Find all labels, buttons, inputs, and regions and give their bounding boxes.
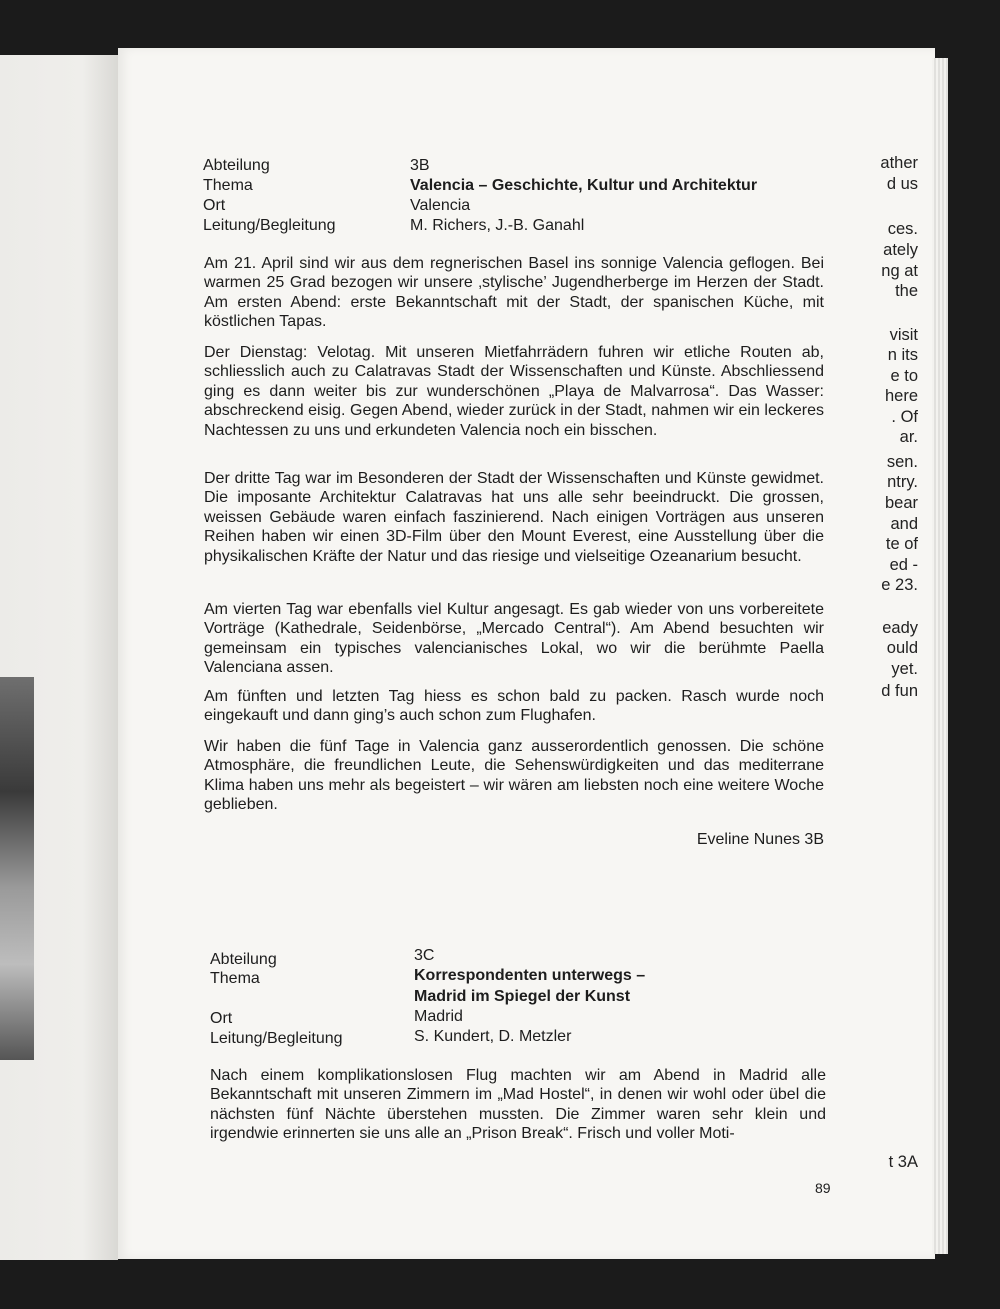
article-title: Madrid im Spiegel der Kunst	[414, 988, 631, 1005]
article-paragraph: Am vierten Tag war ebenfalls viel Kultur angesagt. Es gab wieder von uns vorbereitete Vorträge (Kathedrale, Seidenbörse, „Mercado Central“). Am Abend besuchten wir gemeinsam ein typisches valencianisches Lokal, wo wir die berühmte Paella Valenciana assen.	[204, 601, 824, 677]
left-line: ould	[886, 639, 918, 657]
article-paragraph: Der Dienstag: Velotag. Mit unseren Mietfahrrädern fuhren wir etliche Routen ab, schliesslich auch zu Calatravas Stadt der Wissenschaften und Künste. Abschliessend ging es dann weiter bis zur wunderschönen „Playa de Malvarrosa“. Das Wasser: abschreckend eisig. Gegen Abend, wieder zurück in der Stadt, nahmen wir ein leckeres Nachtessen zu uns und erkundeten Valencia noch ein bisschen.	[204, 344, 824, 439]
article-meta	[210, 947, 830, 1050]
left-line: the	[895, 282, 918, 300]
article-paragraph: Nach einem komplikationslosen Flug machten wir am Abend in Madrid alle Bekanntschaft mit unseren Zimmern im „Mad Hostel“, in denen wir wohl oder übel die nächsten fünf Nächte überstehen mussten. Die Zimmer waren sehr klein und irgendwie erinnerten sie uns alle an „Prison Break“. Frisch und voller Moti-	[210, 1067, 826, 1143]
left-line: ng at	[881, 262, 918, 280]
meta-key: Leitung/Begleitung	[203, 217, 336, 234]
meta-key: Ort	[210, 1010, 233, 1027]
meta-value: 3B	[410, 157, 430, 174]
left-line: and	[890, 515, 918, 533]
article-title: Valencia – Geschichte, Kultur und Architektur	[410, 177, 758, 194]
meta-value: Madrid	[414, 1008, 463, 1025]
left-line: visit	[889, 326, 918, 344]
meta-key: Thema	[210, 970, 260, 987]
left-line: e 23.	[881, 576, 918, 594]
left-line: . Of	[891, 408, 918, 426]
article-paragraph: Der dritte Tag war im Besonderen der Stadt der Wissenschaften und Künste gewidmet. Die imposante Architektur Calatravas hat uns alle sehr beeindruckt. Die grossen, weissen Gebäude waren einfach faszinierend. Nach einigen Vorträgen aus unseren Reihen haben wir einen 3D-Film über den Mount Everest, eine Ausstellung über die physikalischen Kräfte der Natur und das riesige und vielseitige Ozeanarium besucht.	[204, 470, 824, 565]
article-paragraph: Am 21. April sind wir aus dem regnerischen Basel ins sonnige Valencia geflogen. Bei warmen 25 Grad bezogen wir unsere ‚stylische’ Jugendherberge im Herzen der Stadt. Am ersten Abend: erste Bekanntschaft mit der Stadt, der spanischen Küche, mit köstlichen Tapas.	[204, 255, 824, 331]
left-line: bear	[884, 494, 918, 512]
author-signature: Eveline Nunes 3B	[696, 831, 824, 848]
meta-key: Abteilung	[203, 157, 270, 174]
left-line: n its	[887, 346, 918, 364]
left-line: eady	[882, 619, 918, 637]
left-page-caption: t 3A	[888, 1153, 918, 1171]
left-line: te of	[885, 535, 918, 553]
article-paragraph: Wir haben die fünf Tage in Valencia ganz ausserordentlich genossen. Die schöne Atmosphäre, die freundlichen Leute, die Sehenswürdigkeiten und das mediterrane Klima haben uns mehr als begeistert – wir wären am liebsten noch eine weitere Woche geblieben.	[204, 738, 824, 814]
meta-key: Ort	[203, 197, 226, 214]
left-line: d fun	[881, 682, 918, 700]
left-line: ed -	[889, 556, 918, 574]
meta-key: Abteilung	[210, 951, 277, 968]
left-line: ather	[880, 154, 918, 172]
meta-key: Thema	[203, 177, 253, 194]
page-number: 89	[815, 1180, 831, 1196]
left-line: here	[884, 387, 918, 405]
left-line: sen.	[886, 453, 918, 471]
left-line: ately	[883, 241, 918, 259]
meta-value: Valencia	[410, 197, 471, 214]
article-meta	[203, 156, 823, 238]
left-line: d us	[886, 175, 918, 193]
meta-value: 3C	[414, 947, 435, 964]
article-paragraph: Am fünften und letzten Tag hiess es schon bald zu packen. Rasch wurde noch eingekauft und dann ging’s auch schon zum Flughafen.	[204, 688, 824, 725]
meta-key: Leitung/Begleitung	[210, 1030, 343, 1047]
article-title: Korrespondenten unterwegs –	[414, 967, 646, 984]
left-line: ntry.	[887, 473, 918, 491]
left-line: e to	[890, 367, 918, 385]
left-line: yet.	[891, 660, 918, 678]
meta-value: M. Richers, J.-B. Ganahl	[410, 217, 585, 234]
meta-value: S. Kundert, D. Metzler	[414, 1028, 572, 1045]
left-line: ces.	[887, 220, 918, 238]
left-line: ar.	[899, 428, 918, 446]
